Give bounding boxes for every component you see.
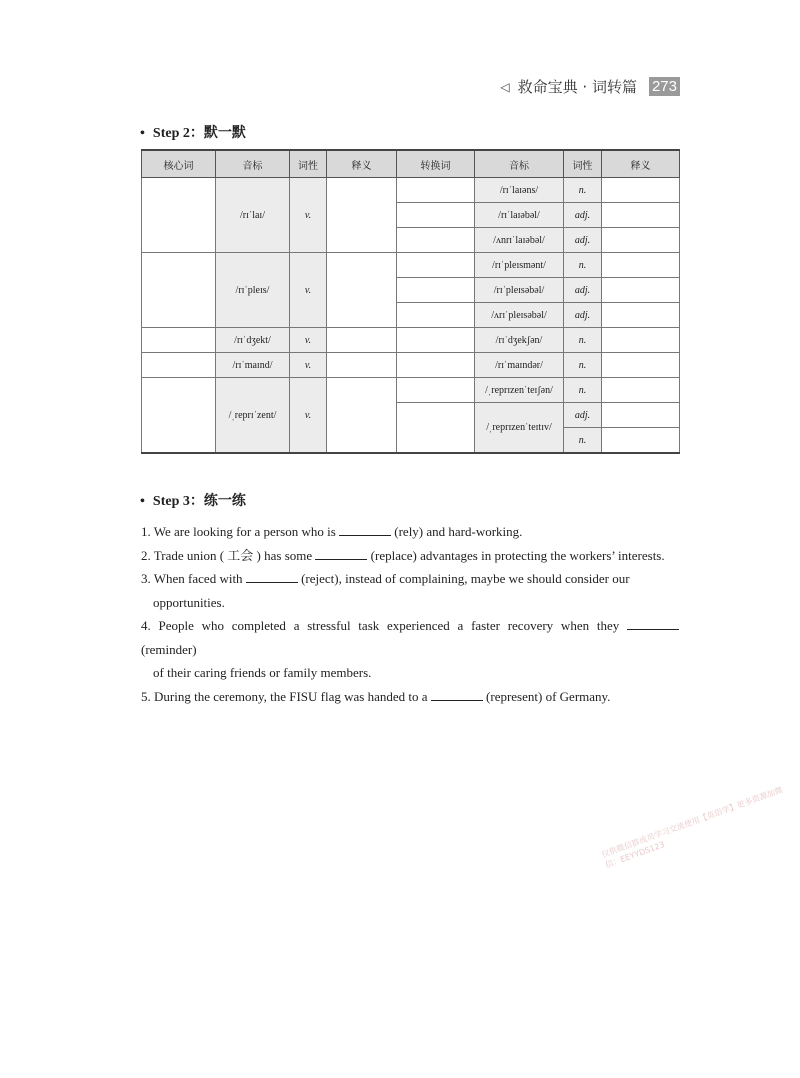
header-pos: 词性 — [290, 150, 327, 178]
core-pos-cell: v. — [290, 253, 327, 328]
step2-label: Step 2： — [152, 126, 204, 141]
step2-title: 默一默 — [203, 125, 246, 141]
core-phonetic-cell: /rɪˈpleɪs/ — [216, 253, 290, 328]
header-derived-meaning: 释义 — [602, 150, 680, 178]
header-derived-word: 转换词 — [397, 150, 475, 178]
step3-title: 练一练 — [203, 493, 246, 509]
derived-phonetic-cell: /ˌreprɪzenˈteɪʃən/ — [475, 378, 564, 403]
core-meaning-cell[interactable] — [327, 178, 397, 253]
exercise-text: 2. Trade union ( 工会 ) has some — [141, 547, 316, 563]
core-word-cell[interactable] — [142, 253, 216, 328]
derived-phonetic-cell: /ʌnrɪˈlaɪəbəl/ — [475, 228, 564, 253]
derived-pos-cell: n. — [564, 253, 602, 278]
derived-pos-cell: n. — [564, 378, 602, 403]
header-derived-pos: 词性 — [564, 150, 602, 178]
core-pos-cell: v. — [290, 328, 327, 353]
derived-pos-cell: adj. — [564, 403, 602, 428]
derived-word-cell[interactable] — [397, 178, 475, 203]
header-phonetic: 音标 — [216, 150, 290, 178]
derived-pos-cell: adj. — [564, 278, 602, 303]
derived-pos-cell: n. — [564, 328, 602, 353]
core-word-cell[interactable] — [142, 178, 216, 253]
answer-blank[interactable] — [339, 523, 391, 536]
page-number: 273 — [649, 77, 680, 96]
table-row — [142, 353, 680, 378]
vocabulary-table — [141, 149, 680, 454]
header-meaning: 释义 — [327, 150, 397, 178]
derived-pos-cell: n. — [564, 353, 602, 378]
derived-phonetic-cell: /ʌrɪˈpleɪsəbəl/ — [475, 303, 564, 328]
derived-word-cell[interactable] — [397, 328, 475, 353]
derived-phonetic-cell: /rɪˈlaɪəbəl/ — [475, 203, 564, 228]
derived-meaning-cell[interactable] — [602, 403, 680, 428]
table-row — [142, 253, 680, 278]
page-header — [500, 76, 680, 97]
derived-pos-cell: n. — [564, 178, 602, 203]
core-meaning-cell[interactable] — [327, 253, 397, 328]
derived-meaning-cell[interactable] — [602, 203, 680, 228]
exercise-text: 4. People who completed a stressful task experienced a faster recovery when they — [141, 618, 627, 633]
answer-blank[interactable] — [627, 617, 679, 630]
book-section-title: 救命宝典 · 词转篇 — [517, 78, 637, 96]
triangle-marker-icon: ◁ — [500, 79, 510, 94]
exercise-item — [141, 567, 679, 591]
core-word-cell[interactable] — [142, 353, 216, 378]
exercise-item — [141, 544, 679, 568]
derived-phonetic-cell: /rɪˈlaɪəns/ — [475, 178, 564, 203]
core-meaning-cell[interactable] — [327, 378, 397, 454]
derived-word-cell[interactable] — [397, 203, 475, 228]
derived-meaning-cell[interactable] — [602, 303, 680, 328]
exercise-list — [141, 520, 679, 708]
core-phonetic-cell: /rɪˈmaɪnd/ — [216, 353, 290, 378]
derived-word-cell[interactable] — [397, 378, 475, 403]
derived-meaning-cell[interactable] — [602, 178, 680, 203]
derived-meaning-cell[interactable] — [602, 328, 680, 353]
core-phonetic-cell: /rɪˈlaɪ/ — [216, 178, 290, 253]
derived-phonetic-cell: /rɪˈdʒekʃən/ — [475, 328, 564, 353]
core-pos-cell: v. — [290, 178, 327, 253]
answer-blank[interactable] — [431, 688, 483, 701]
exercise-continuation: opportunities. — [153, 594, 225, 610]
derived-pos-cell: adj. — [564, 228, 602, 253]
exercise-text: (reject), instead of complaining, maybe we should consider our — [297, 571, 630, 586]
header-derived-phonetic: 音标 — [475, 150, 564, 178]
derived-meaning-cell[interactable] — [602, 253, 680, 278]
derived-pos-cell: n. — [564, 428, 602, 454]
exercise-text: 1. We are looking for a person who is — [141, 524, 340, 539]
exercise-text: (rely) and hard-working. — [391, 524, 523, 539]
derived-word-cell[interactable] — [397, 278, 475, 303]
bullet-icon: • — [140, 126, 145, 141]
core-phonetic-cell: /rɪˈdʒekt/ — [216, 328, 290, 353]
derived-phonetic-cell: /rɪˈpleɪsəbəl/ — [475, 278, 564, 303]
header-core-word: 核心词 — [142, 150, 216, 178]
derived-phonetic-cell: /ˌreprɪzenˈteɪtɪv/ — [475, 403, 564, 454]
exercise-text: (replace) advantages in protecting the workers’ interests. — [367, 547, 665, 563]
exercise-text: 5. During the ceremony, the FISU flag was handed to a — [141, 688, 431, 704]
exercise-text: (represent) of Germany. — [482, 688, 611, 704]
step2-heading — [140, 122, 246, 142]
step3-label: Step 3： — [152, 494, 204, 509]
derived-meaning-cell[interactable] — [602, 278, 680, 303]
derived-meaning-cell[interactable] — [602, 353, 680, 378]
derived-pos-cell: adj. — [564, 303, 602, 328]
derived-meaning-cell[interactable] — [602, 378, 680, 403]
derived-word-cell[interactable] — [397, 303, 475, 328]
derived-word-cell[interactable] — [397, 353, 475, 378]
bullet-icon: • — [140, 494, 145, 509]
core-meaning-cell[interactable] — [327, 328, 397, 353]
core-phonetic-cell: /ˌreprɪˈzent/ — [216, 378, 290, 454]
derived-meaning-cell[interactable] — [602, 428, 680, 454]
exercise-item — [141, 520, 679, 544]
core-pos-cell: v. — [290, 353, 327, 378]
derived-word-cell[interactable] — [397, 403, 475, 454]
derived-word-cell[interactable] — [397, 253, 475, 278]
core-meaning-cell[interactable] — [327, 353, 397, 378]
exercise-item — [141, 685, 679, 709]
derived-phonetic-cell: /rɪˈmaɪndər/ — [475, 353, 564, 378]
core-word-cell[interactable] — [142, 378, 216, 454]
step3-heading — [140, 490, 246, 510]
exercise-continuation: of their caring friends or family members. — [153, 665, 372, 680]
watermark-text: 仅供微信群成员学习交流使用【英语学】更多资源加微信：EEYYDS123 — [600, 785, 784, 870]
table-row — [142, 328, 680, 353]
exercise-text: 3. When faced with — [141, 571, 246, 586]
core-word-cell[interactable] — [142, 328, 216, 353]
derived-phonetic-cell: /rɪˈpleɪsmənt/ — [475, 253, 564, 278]
derived-word-cell[interactable] — [397, 228, 475, 253]
answer-blank[interactable] — [315, 547, 367, 560]
table-header-row — [142, 150, 680, 178]
exercise-text: (reminder) — [141, 641, 197, 657]
answer-blank[interactable] — [246, 570, 298, 583]
derived-meaning-cell[interactable] — [602, 228, 680, 253]
core-pos-cell: v. — [290, 378, 327, 454]
table-row — [142, 378, 680, 403]
table-row — [142, 178, 680, 203]
exercise-item — [141, 614, 679, 661]
derived-pos-cell: adj. — [564, 203, 602, 228]
